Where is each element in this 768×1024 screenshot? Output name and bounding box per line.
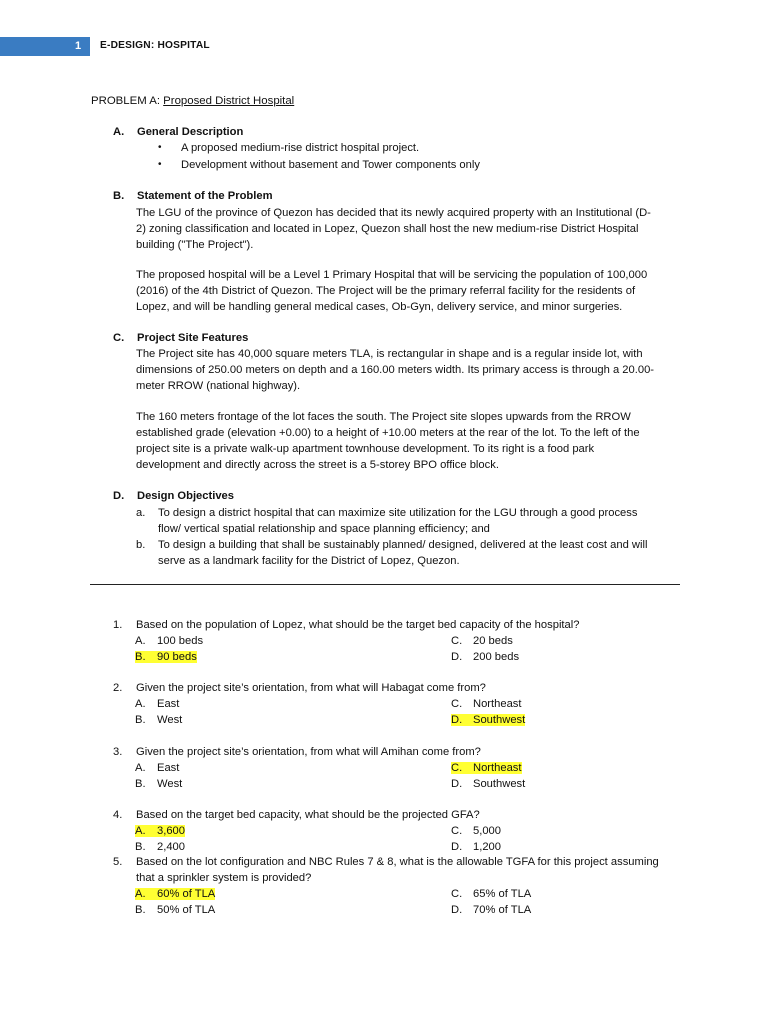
question-3-number: 3. <box>113 746 123 758</box>
question-4-text <box>136 807 480 823</box>
problem-prefix: PROBLEM A: <box>91 95 164 107</box>
problem-name: Proposed District Hospital <box>163 95 295 107</box>
option-letter: A. <box>135 762 146 774</box>
objective-line: flow/ vertical spatial relationship and space planning efficiency; and <box>158 523 490 535</box>
question-2-option-c <box>451 696 522 712</box>
question-3-option-a <box>135 760 179 776</box>
question-5-option-a <box>135 886 215 902</box>
section-a-bullet-2: Development without basement and Tower components only <box>181 159 480 171</box>
option-letter: B. <box>135 904 146 916</box>
section-a-bullet-1: A proposed medium-rise district hospital project. <box>181 142 420 154</box>
objective-line: To design a district hospital that can maximize site utilization for the LGU through a good process <box>158 507 638 519</box>
problem-title <box>91 93 294 109</box>
option-letter: B. <box>135 841 146 853</box>
option-text: 50% of TLA <box>157 904 216 916</box>
question-1-text <box>136 617 579 633</box>
bullet-glyph: • <box>158 159 162 170</box>
question-2-text <box>136 680 486 696</box>
option-content <box>451 635 513 647</box>
option-letter: A. <box>135 635 146 647</box>
option-letter: A. <box>135 888 146 900</box>
question-4-option-b <box>135 839 185 855</box>
paragraph-line: The proposed hospital will be a Level 1 Primary Hospital that will be servicing the population of 100,000 <box>136 269 648 281</box>
option-text: 3,600 <box>157 825 185 837</box>
option-text: 200 beds <box>473 651 520 663</box>
question-4-number: 4. <box>113 809 123 821</box>
question-3-option-b <box>135 776 182 792</box>
question-line: Based on the target bed capacity, what should be the projected GFA? <box>136 809 480 821</box>
option-content <box>135 762 179 774</box>
question-3-text <box>136 744 481 760</box>
option-text: Northeast <box>473 698 522 710</box>
paragraph-line: development and directly across the street is a 5-storey BPO office block. <box>136 459 499 471</box>
paragraph-line: (2016) of the 4th District of Quezon. The Project will be the primary referral facility for the residents of <box>136 285 636 297</box>
section-a-letter: A. <box>113 126 125 138</box>
option-content <box>135 841 185 853</box>
option-text: Northeast <box>473 762 522 774</box>
answer-highlight <box>451 714 525 726</box>
paragraph-line: established grade (elevation +0.00) to a height of +10.00 meters at the rear of the lot. To the left of the <box>136 427 640 439</box>
section-a-heading: General Description <box>137 126 244 138</box>
option-text: Southwest <box>473 778 526 790</box>
bullet-glyph: • <box>158 142 162 153</box>
section-d-letter: D. <box>113 490 125 502</box>
option-text: 70% of TLA <box>473 904 532 916</box>
question-line: Given the project site’s orientation, from what will Amihan come from? <box>136 746 481 758</box>
option-text: 5,000 <box>473 825 501 837</box>
option-text: West <box>157 714 183 726</box>
option-content <box>451 888 531 900</box>
option-content <box>451 841 501 853</box>
option-letter: D. <box>451 714 463 726</box>
question-4-option-d <box>451 839 501 855</box>
question-4-option-a <box>135 823 185 839</box>
question-1-option-a <box>135 633 203 649</box>
objective-a-marker: a. <box>136 507 146 519</box>
option-text: 20 beds <box>473 635 513 647</box>
option-letter: A. <box>135 825 146 837</box>
option-letter: C. <box>451 825 463 837</box>
paragraph-line: project site is a private walk-up apartment townhouse development. To its right is a food park <box>136 443 595 455</box>
question-1-option-d <box>451 649 519 665</box>
option-letter: C. <box>451 762 463 774</box>
option-content <box>135 778 182 790</box>
objective-line: To design a building that shall be sustainably planned/ designed, delivered at the least cost and will <box>158 539 648 551</box>
paragraph-line: 2) zoning classification and located in Lopez, Quezon shall host the new medium-rise District Hospital <box>136 223 639 235</box>
section-divider <box>90 584 680 585</box>
option-letter: A. <box>135 698 146 710</box>
question-1-number: 1. <box>113 619 123 631</box>
option-letter: D. <box>451 841 463 853</box>
paragraph-line: building ("The Project"). <box>136 239 254 251</box>
question-4-option-c <box>451 823 501 839</box>
option-text: 100 beds <box>157 635 204 647</box>
section-c-paragraph-2 <box>136 409 674 473</box>
option-content <box>451 825 501 837</box>
option-text: West <box>157 778 183 790</box>
objective-line: serve as a landmark facility for the District of Lopez, Quezon. <box>158 555 460 567</box>
option-content <box>135 635 203 647</box>
paragraph-line: The LGU of the province of Quezon has decided that its newly acquired property with an Institutional (D- <box>136 207 651 219</box>
section-b-heading: Statement of the Problem <box>137 190 273 202</box>
option-content <box>135 714 182 726</box>
section-c-heading: Project Site Features <box>137 332 249 344</box>
paragraph-line: dimensions of 250.00 meters on depth and a 160.00 meters width. Its primary access is through a 20.00- <box>136 364 655 376</box>
option-text: 90 beds <box>157 651 197 663</box>
option-letter: B. <box>135 778 146 790</box>
section-d-heading: Design Objectives <box>137 490 234 502</box>
question-2-number: 2. <box>113 682 123 694</box>
question-1-option-b <box>135 649 197 665</box>
question-line: that a sprinkler system is provided? <box>136 872 312 884</box>
question-5-text <box>136 854 659 886</box>
section-c-paragraph-1 <box>136 346 674 394</box>
option-content <box>451 904 531 916</box>
option-letter: D. <box>451 651 463 663</box>
question-line: Based on the lot configuration and NBC Rules 7 & 8, what is the allowable TGFA for this project assuming <box>136 856 659 868</box>
question-5-number: 5. <box>113 856 123 868</box>
question-5-option-c <box>451 886 531 902</box>
question-line: Given the project site’s orientation, from what will Habagat come from? <box>136 682 486 694</box>
answer-highlight <box>135 888 215 900</box>
option-letter: D. <box>451 904 463 916</box>
document-title: E-DESIGN: HOSPITAL <box>100 40 210 51</box>
question-2-option-a <box>135 696 179 712</box>
section-b-paragraph-1 <box>136 205 674 253</box>
option-text: 65% of TLA <box>473 888 532 900</box>
option-text: East <box>157 698 180 710</box>
objective-b-text <box>158 537 647 569</box>
option-text: East <box>157 762 180 774</box>
option-letter: C. <box>451 698 463 710</box>
option-letter: B. <box>135 651 146 663</box>
option-letter: C. <box>451 635 463 647</box>
question-2-option-b <box>135 712 182 728</box>
question-5-option-d <box>451 902 531 918</box>
question-5-option-b <box>135 902 215 918</box>
answer-highlight <box>135 825 185 837</box>
section-c-letter: C. <box>113 332 125 344</box>
option-text: 60% of TLA <box>157 888 216 900</box>
paragraph-line: Lopez, and will be handling general medical cases, Ob-Gyn, delivery service, and minor surgeries. <box>136 301 623 313</box>
option-text: 1,200 <box>473 841 501 853</box>
paragraph-line: The 160 meters frontage of the lot faces the south. The Project site slopes upwards from the RROW <box>136 411 631 423</box>
option-letter: D. <box>451 778 463 790</box>
option-text: 2,400 <box>157 841 185 853</box>
option-content <box>451 698 522 710</box>
option-content <box>135 698 179 710</box>
paragraph-line: The Project site has 40,000 square meters TLA, is rectangular in shape and is a regular inside lot, with <box>136 348 643 360</box>
objective-a-text <box>158 505 637 537</box>
question-1-option-c <box>451 633 513 649</box>
question-2-option-d <box>451 712 525 728</box>
option-content <box>451 651 519 663</box>
answer-highlight <box>135 651 197 663</box>
question-line: Based on the population of Lopez, what should be the target bed capacity of the hospital? <box>136 619 580 631</box>
option-content <box>135 904 215 916</box>
option-letter: B. <box>135 714 146 726</box>
question-3-option-d <box>451 776 525 792</box>
objective-b-marker: b. <box>136 539 146 551</box>
page-number: 1 <box>74 40 82 52</box>
option-letter: C. <box>451 888 463 900</box>
answer-highlight <box>451 762 522 774</box>
section-b-paragraph-2 <box>136 267 674 315</box>
option-content <box>451 778 525 790</box>
section-b-letter: B. <box>113 190 125 202</box>
paragraph-line: meter RROW (national highway). <box>136 380 301 392</box>
question-3-option-c <box>451 760 522 776</box>
option-text: Southwest <box>473 714 526 726</box>
